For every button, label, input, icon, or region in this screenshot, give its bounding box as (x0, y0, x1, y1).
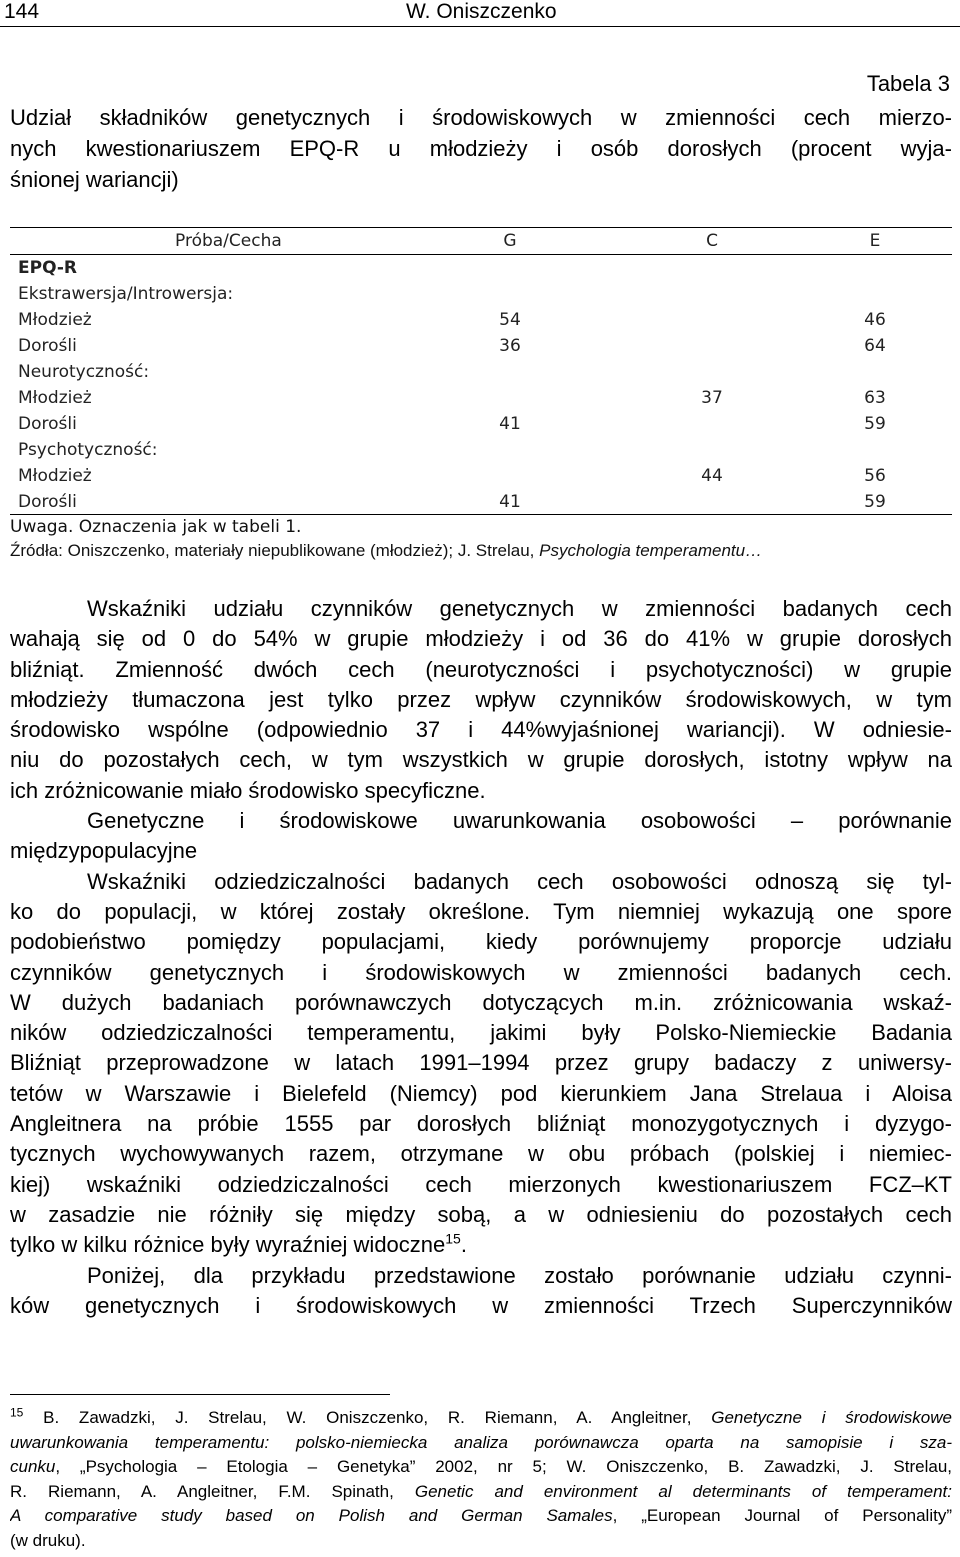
footnote-line: $^{15}$ B. Zawadzki, J. Strelau, W. Oniszczenko, R. Riemann, A. Angleitner, Genetyczne i środowiskowe (10, 1406, 952, 1427)
row-label: Psychotyczność: (18, 440, 158, 460)
row-label: Młodzież (18, 466, 92, 486)
table-row (10, 437, 952, 463)
row-label: Neurotyczność: (18, 362, 150, 382)
body-text (10, 594, 952, 1321)
column-header: G (503, 231, 517, 251)
row-label: Dorośli (18, 492, 77, 512)
table-row (10, 307, 952, 333)
footnote-line: (w druku). (10, 1530, 86, 1550)
footnote-line: A comparative study based on Polish and German Samales, „European Journal of Personality” (10, 1506, 952, 1525)
running-head-author: W. Oniszczenko (406, 0, 557, 23)
caption-line: nych kwestionariuszem EPQ-R u młodzieży i osób dorosłych (procent wyja- (10, 136, 952, 161)
row-label: Młodzież (18, 310, 92, 330)
table-row (10, 411, 952, 437)
cell-g: 41 (499, 414, 521, 434)
table-header-row (10, 228, 952, 254)
table-label: Tabela 3 (866, 71, 950, 96)
text-line: bliźniąt. Zmienność dwóch cech (neurotyczności i psychotyczności) w grupie (10, 656, 952, 682)
cell-e: 63 (864, 388, 886, 408)
text-line: w zasadzie nie różniły się między sobą, a w odniesieniu do pozostałych cech (10, 1201, 952, 1227)
text-line: wahają się od 0 do 54% w grupie młodzieży i od 36 do 41% w grupie dorosłych (10, 626, 952, 652)
cell-e: 59 (864, 492, 886, 512)
cell-g: 54 (499, 310, 521, 330)
cell-c: 37 (701, 388, 723, 408)
text-line: W dużych badaniach porównawczych dotyczących m.in. zróżnicowania wskaź- (10, 989, 952, 1015)
cell-g: 36 (499, 336, 521, 356)
footnote-number: 15 (10, 1406, 24, 1420)
cell-g: 41 (499, 492, 521, 512)
text-line: czynników genetycznych i środowiskowych w zmienności badanych cech. (10, 959, 952, 985)
table-row (10, 255, 952, 281)
text-line: podobieństwo pomiędzy populacjami, kiedy porównujemy proporcje udziału (10, 929, 952, 955)
column-header: C (706, 231, 718, 251)
column-header: E (869, 231, 881, 251)
text-line: kiej) wskaźniki odziedziczalności cech mierzonych kwestionariuszem FCZ–KT (10, 1171, 952, 1197)
running-header (0, 0, 960, 27)
text-line: Bliźniąt przeprowadzone w latach 1991–1994 przez grupy badaczy z uniwersy- (10, 1050, 952, 1076)
table-row (10, 281, 952, 307)
footnote-rule (10, 1394, 390, 1395)
text-line: Wskaźniki udziału czynników genetycznych w zmienności badanych cech (87, 596, 952, 621)
text-line: Poniżej, dla przykładu przedstawione zostało porównanie udziału czynni- (87, 1262, 952, 1288)
row-label: Dorośli (18, 336, 77, 356)
cell-e: 56 (864, 466, 886, 486)
caption-line: Udział składników genetycznych i środowiskowych w zmienności cech mierzo- (10, 105, 952, 130)
footnote-reference[interactable]: 15 (445, 1230, 461, 1247)
cell-e: 59 (864, 414, 886, 434)
text-line: ich zróżnicowanie miało środowisko specyficzne. (10, 777, 486, 803)
row-label: Dorośli (18, 414, 77, 434)
text-line: tylko w kilku różnice były wyraźniej widoczne$^{15}$. (10, 1230, 467, 1258)
cell-e: 64 (864, 336, 886, 356)
table-row (10, 489, 952, 515)
row-label: EPQ-R (18, 258, 77, 278)
table-row (10, 385, 952, 411)
source-title: Psychologia temperamentu… (539, 541, 763, 560)
text-line: Angleitnera na próbie 1555 par dorosłych bliźniąt monozygotycznych i dyzygo- (10, 1111, 952, 1137)
row-label: Młodzież (18, 388, 92, 408)
section-heading: Genetyczne i środowiskowe uwarunkowania osobowości – porównanie (87, 808, 952, 834)
text-line: ków genetycznych i środowiskowych w zmienności Trzech Superczynników (10, 1292, 952, 1318)
table-row (10, 463, 952, 489)
table-row (10, 333, 952, 359)
cell-e: 46 (864, 310, 886, 330)
footnote-line: R. Riemann, A. Angleitner, F.M. Spinath, Genetic and environment al determinants of temperament: (10, 1481, 952, 1501)
column-header: Próba/Cecha (175, 231, 282, 251)
text-line: tetów w Warszawie i Bielefeld (Niemcy) pod kierunkiem Jana Strelaua i Aloisa (10, 1080, 952, 1106)
caption-line: śnionej wariancji) (10, 167, 179, 192)
footnote-line: cunku, „Psychologia – Etologia – Genetyka” 2002, nr 5; W. Oniszczenko, B. Zawadzki, J. Strelau, (10, 1457, 952, 1476)
table-source: Źródła: Oniszczenko, materiały niepublikowane (młodzież); J. Strelau, Psychologia temperamentu… (10, 541, 763, 560)
page-number: 144 (4, 0, 40, 23)
text-line: ko do populacji, w której zostały określone. Tym niemniej wykazują one spore (10, 898, 952, 924)
text-line: Wskaźniki odziedziczalności badanych cech osobowości odnoszą się tyl- (87, 868, 952, 894)
row-label: Ekstrawersja/Introwersja: (18, 284, 234, 304)
section-heading: międzypopulacyjne (10, 838, 198, 864)
footnote-line: uwarunkowania temperamentu: polsko-niemiecka analiza porównawcza oparta na samopisie i sza- (10, 1432, 952, 1452)
table-caption (10, 102, 952, 195)
text-line: niu do pozostałych cech, w tym wszystkich w grupie dorosłych, istotny wpływ na (10, 747, 952, 773)
cell-c: 44 (701, 466, 723, 486)
text-line: środowisko wspólne (odpowiednio 37 i 44%wyjaśnionej wariancji). W odniesie- (10, 717, 952, 743)
text-line: ników odziedziczalności temperamentu, jakimi były Polsko-Niemieckie Badania (10, 1020, 952, 1046)
footnote (10, 1406, 952, 1553)
text-line: tycznych wychowywanych razem, otrzymane w obu próbach (polskiej i niemiec- (10, 1141, 952, 1167)
table-bottom-rule (10, 514, 952, 515)
table-note: Uwaga. Oznaczenia jak w tabeli 1. (10, 517, 302, 537)
table-row (10, 359, 952, 385)
text-line: młodzieży tłumaczona jest tylko przez wpływ czynników środowiskowych, w tym (10, 686, 952, 712)
